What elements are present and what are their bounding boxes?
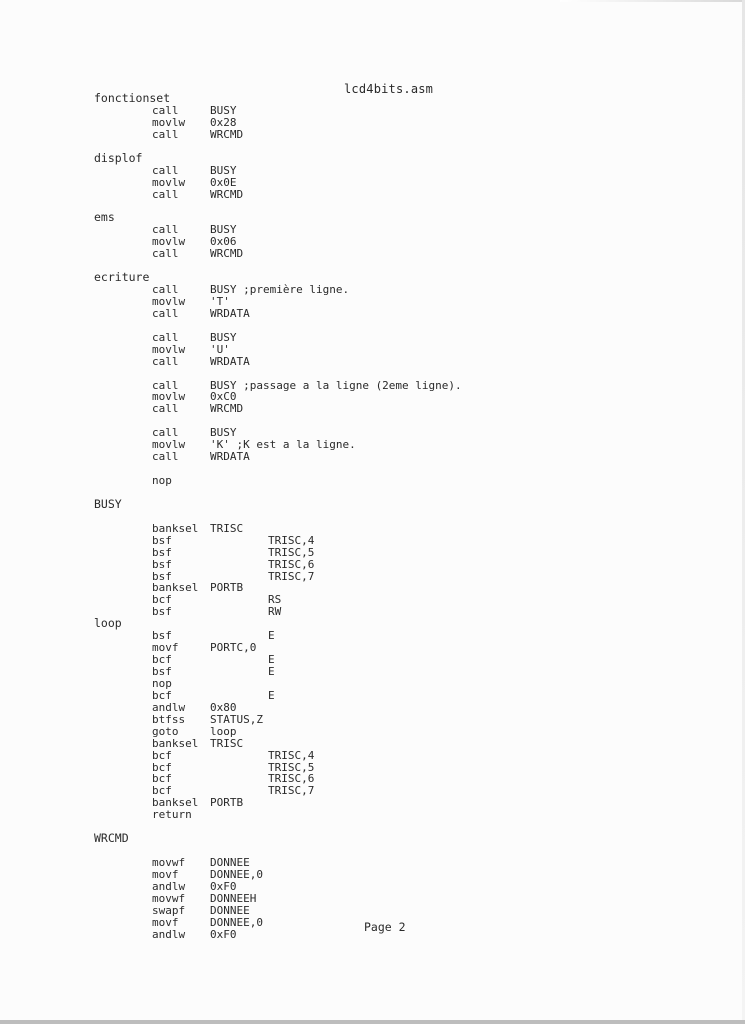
code-line [0, 439, 745, 451]
code-instruction: bsf [152, 665, 172, 678]
code-operand: DONNEE,0 [210, 915, 263, 929]
code-instruction: call [152, 306, 179, 320]
code-operand: WRCMD [210, 247, 244, 261]
code-label: loop [94, 616, 122, 631]
code-line [0, 857, 745, 869]
code-label: ecriture [94, 270, 150, 285]
code-line [0, 547, 745, 559]
code-operand: 0xF0 [210, 927, 237, 941]
code-line [0, 427, 745, 439]
code-instruction: call [152, 354, 179, 368]
code-operand: BUSY [210, 163, 237, 177]
code-operand: E [268, 665, 275, 678]
code-line [0, 105, 745, 117]
code-operand: DONNEEH [210, 891, 257, 905]
code-line [0, 869, 745, 881]
code-instruction: bsf [152, 569, 172, 583]
code-line [0, 905, 745, 917]
code-line [0, 248, 745, 260]
code-line [0, 893, 745, 905]
code-line [0, 496, 745, 511]
code-line [0, 845, 745, 857]
scan-edge-bottom [0, 1020, 745, 1024]
code-label: ems [94, 210, 115, 225]
code-line [0, 618, 745, 630]
code-line [0, 236, 745, 248]
code-instruction: call [152, 426, 179, 440]
code-operand: 0x0E [210, 175, 237, 189]
code-line [0, 451, 745, 463]
code-instruction: banksel [152, 521, 199, 535]
code-operand: RS [268, 593, 282, 607]
code-line [0, 582, 745, 594]
code-operand: TRISC,4 [268, 533, 315, 547]
code-instruction: movlw [152, 175, 186, 189]
code-label: BUSY [94, 496, 122, 511]
code-instruction: banksel [152, 581, 199, 595]
code-operand: TRISC,6 [268, 772, 315, 786]
code-instruction: andlw [152, 879, 186, 893]
document-title: lcd4bits.asm [344, 82, 434, 96]
code-line [0, 666, 745, 678]
code-instruction: bcf [152, 772, 172, 786]
code-instruction: call [152, 103, 179, 117]
code-operand: TRISC,5 [268, 545, 315, 559]
code-label: fonctionset [94, 91, 171, 105]
code-line [0, 523, 745, 535]
code-operand: WRDATA [210, 450, 250, 464]
code-line [0, 726, 745, 738]
code-operand: WRDATA [210, 306, 250, 320]
code-line [0, 690, 745, 702]
code-instruction: movf [152, 915, 179, 929]
code-operand: TRISC,5 [268, 760, 315, 774]
code-operand: BUSY [210, 103, 237, 117]
code-line [0, 177, 745, 189]
code-instruction: bsf [152, 629, 172, 643]
code-instruction: movlw [152, 115, 186, 129]
code-operand: 0xC0 [210, 390, 237, 404]
code-operand: TRISC,7 [268, 784, 315, 798]
code-instruction: call [152, 450, 179, 464]
code-label: WRCMD [94, 831, 129, 846]
code-instruction: call [152, 163, 179, 177]
code-instruction: bcf [152, 593, 172, 607]
code-instruction: movlw [152, 438, 186, 452]
code-line [0, 773, 745, 785]
code-operand: TRISC [210, 736, 244, 750]
code-operand: TRISC,7 [268, 569, 315, 583]
code-instruction: movwf [152, 891, 186, 905]
code-operand: E [268, 629, 275, 643]
code-instruction: bsf [152, 533, 172, 547]
code-instruction: bcf [152, 748, 172, 762]
code-line [0, 559, 745, 571]
code-line [0, 762, 745, 774]
code-instruction: nop [152, 474, 172, 487]
code-line [0, 380, 745, 392]
code-operand: 'K' ;K est a la ligne. [210, 438, 356, 452]
code-line [0, 475, 745, 487]
code-instruction: bsf [152, 545, 172, 559]
code-operand: 0xF0 [210, 879, 237, 893]
code-operand: WRCMD [210, 402, 244, 416]
code-instruction: bsf [152, 605, 172, 619]
code-operand: E [268, 688, 275, 702]
code-line [0, 594, 745, 606]
code-line [0, 463, 745, 475]
code-operand: DONNEE [210, 856, 250, 869]
code-line [0, 785, 745, 797]
code-line [0, 212, 745, 224]
code-line [0, 809, 745, 821]
code-instruction: goto [152, 724, 179, 738]
code-instruction: call [152, 402, 179, 416]
code-instruction: call [152, 187, 179, 201]
code-operand: TRISC [210, 521, 244, 535]
code-instruction: return [152, 808, 192, 822]
code-instruction: btfss [152, 712, 186, 726]
code-line [0, 654, 745, 666]
code-line [0, 630, 745, 642]
code-line [0, 714, 745, 726]
code-line [0, 129, 745, 141]
code-line [0, 833, 745, 845]
code-line [0, 189, 745, 201]
code-line [0, 344, 745, 356]
code-operand: BUSY [210, 330, 237, 344]
code-listing [0, 93, 745, 941]
code-operand: PORTC,0 [210, 641, 257, 655]
code-line [0, 332, 745, 344]
code-line [0, 511, 745, 523]
code-instruction: movlw [152, 342, 186, 356]
code-instruction: movwf [152, 856, 186, 869]
code-operand: PORTB [210, 796, 244, 810]
code-instruction: call [152, 378, 179, 392]
code-line [0, 702, 745, 714]
code-line [0, 224, 745, 236]
code-operand: WRDATA [210, 354, 250, 368]
code-operand: WRCMD [210, 187, 244, 201]
code-operand: BUSY [210, 426, 237, 440]
code-instruction: call [152, 283, 179, 296]
code-instruction: movlw [152, 294, 186, 308]
code-operand: 0x06 [210, 235, 237, 249]
code-instruction: movlw [152, 390, 186, 404]
code-instruction: call [152, 330, 179, 344]
code-instruction: bcf [152, 688, 172, 702]
code-instruction: banksel [152, 796, 199, 810]
code-operand: PORTB [210, 581, 244, 595]
code-line [0, 356, 745, 368]
code-instruction: movlw [152, 235, 186, 249]
code-operand: BUSY ;passage a la ligne (2eme ligne). [210, 378, 462, 392]
code-line [0, 272, 745, 284]
code-instruction: call [152, 127, 179, 141]
code-operand: DONNEE,0 [210, 867, 263, 881]
code-line [0, 308, 745, 320]
code-operand: RW [268, 605, 282, 619]
code-line [0, 642, 745, 654]
code-instruction: bcf [152, 760, 172, 774]
code-line [0, 571, 745, 583]
code-line [0, 678, 745, 690]
code-line [0, 738, 745, 750]
code-operand: loop [210, 724, 237, 738]
code-operand: TRISC,4 [268, 748, 315, 762]
code-instruction: swapf [152, 903, 186, 917]
code-line [0, 93, 745, 105]
code-instruction: banksel [152, 736, 199, 750]
code-line [0, 750, 745, 762]
scan-edge-top [560, 0, 745, 2]
code-instruction: bcf [152, 784, 172, 798]
code-line [0, 117, 745, 129]
code-operand: 0x28 [210, 115, 237, 129]
code-instruction: bsf [152, 557, 172, 571]
code-line [0, 391, 745, 403]
code-line [0, 415, 745, 427]
code-line [0, 881, 745, 893]
code-operand: E [268, 653, 275, 667]
code-label: displof [94, 150, 143, 165]
code-line [0, 797, 745, 809]
code-line [0, 368, 745, 380]
code-operand: TRISC,6 [268, 557, 315, 571]
code-line [0, 320, 745, 332]
code-instruction: andlw [152, 927, 186, 941]
code-operand: 'T' [210, 294, 230, 308]
code-operand: 'U' [210, 342, 230, 356]
code-line [0, 535, 745, 547]
code-operand: WRCMD [210, 127, 244, 141]
code-instruction: andlw [152, 700, 186, 714]
code-instruction: nop [152, 676, 172, 690]
code-operand: BUSY ;première ligne. [210, 283, 350, 296]
code-line [0, 165, 745, 177]
code-line [0, 150, 745, 165]
code-operand: BUSY [210, 223, 237, 237]
code-operand: 0x80 [210, 700, 237, 714]
code-operand: DONNEE [210, 903, 250, 917]
code-instruction: movf [152, 867, 179, 881]
code-instruction: call [152, 223, 179, 237]
code-line [0, 296, 745, 308]
code-instruction: call [152, 247, 179, 261]
page-number: Page 2 [364, 920, 406, 934]
code-line [0, 403, 745, 415]
code-line [0, 284, 745, 296]
code-operand: STATUS,Z [210, 712, 263, 726]
code-instruction: movf [152, 641, 179, 655]
code-instruction: bcf [152, 653, 172, 667]
